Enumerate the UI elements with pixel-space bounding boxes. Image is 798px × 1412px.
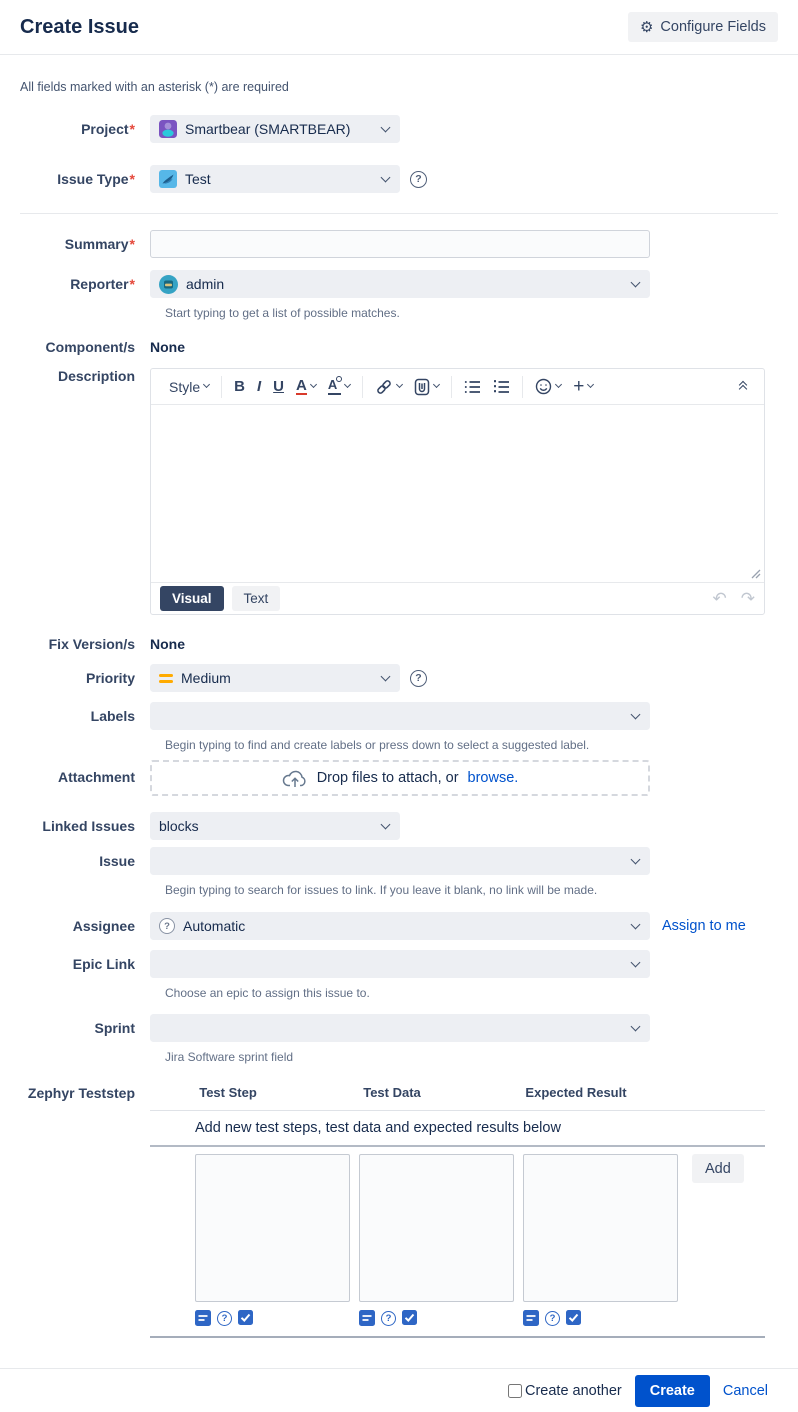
editor-footer bbox=[151, 583, 764, 614]
fix-versions-label: Fix Version/s bbox=[48, 636, 135, 652]
project-value: Smartbear (SMARTBEAR) bbox=[185, 121, 351, 137]
cancel-link[interactable]: Cancel bbox=[722, 1382, 768, 1399]
upload-cloud-icon bbox=[282, 769, 308, 788]
assign-to-me-link[interactable]: Assign to me bbox=[662, 918, 746, 934]
chevron-down-icon bbox=[381, 672, 391, 682]
text-color-button[interactable]: A bbox=[296, 378, 316, 396]
zephyr-bottom-border bbox=[150, 1336, 765, 1338]
editor-toolbar bbox=[151, 369, 764, 405]
checkbox-checked-icon[interactable] bbox=[402, 1310, 418, 1326]
summary-input[interactable] bbox=[150, 230, 650, 258]
chevron-down-icon bbox=[381, 820, 391, 830]
issue-type-help-icon[interactable]: ? bbox=[410, 171, 427, 188]
page-title: Create Issue bbox=[20, 15, 139, 38]
zephyr-input-row bbox=[150, 1154, 765, 1302]
chevron-down-icon bbox=[587, 381, 594, 388]
description-textarea[interactable] bbox=[151, 405, 764, 583]
checkbox-checked-icon[interactable] bbox=[238, 1310, 254, 1326]
chevron-down-icon bbox=[631, 920, 641, 930]
chevron-down-icon bbox=[631, 855, 641, 865]
labels-hint: Begin typing to find and create labels or press down to select a suggested label. bbox=[165, 738, 590, 752]
reporter-select[interactable] bbox=[150, 270, 650, 298]
priority-label: Priority bbox=[85, 670, 135, 686]
assignee-label: Assignee bbox=[72, 918, 135, 934]
priority-medium-icon bbox=[159, 674, 173, 683]
wiki-markup-icon[interactable] bbox=[359, 1310, 375, 1326]
reporter-avatar bbox=[159, 275, 178, 294]
components-row bbox=[0, 339, 798, 356]
visual-tab[interactable]: Visual bbox=[160, 586, 224, 611]
description-label: Description bbox=[57, 368, 135, 384]
drop-files-text: Drop files to attach, or bbox=[316, 770, 459, 786]
priority-select[interactable] bbox=[150, 664, 400, 692]
configure-fields-button[interactable] bbox=[628, 12, 778, 42]
linked-issues-label: Linked Issues bbox=[42, 818, 135, 834]
dialog-header bbox=[0, 0, 798, 55]
insert-more-button[interactable]: + bbox=[573, 376, 593, 398]
required-fields-note: All fields marked with an asterisk (*) are required bbox=[20, 80, 289, 94]
priority-value: Medium bbox=[181, 670, 231, 686]
underline-button[interactable]: U bbox=[273, 378, 284, 395]
description-row bbox=[0, 368, 798, 615]
attachment-label: Attachment bbox=[57, 769, 135, 785]
project-avatar-icon bbox=[159, 120, 177, 138]
epic-link-hint: Choose an epic to assign this issue to. bbox=[165, 986, 370, 1000]
chevron-down-icon bbox=[631, 958, 641, 968]
help-icon[interactable]: ? bbox=[217, 1311, 232, 1326]
help-icon[interactable]: ? bbox=[545, 1311, 560, 1326]
required-asterisk: * bbox=[129, 121, 135, 137]
assignee-select[interactable] bbox=[150, 912, 650, 940]
issue-type-label: Issue Type* bbox=[57, 171, 135, 187]
zephyr-divider bbox=[150, 1145, 765, 1147]
chevron-down-icon bbox=[433, 381, 440, 388]
reporter-row bbox=[0, 270, 798, 298]
attachment-row bbox=[0, 760, 798, 796]
wiki-markup-icon[interactable] bbox=[195, 1310, 211, 1326]
chevron-down-icon bbox=[631, 710, 641, 720]
dialog-footer bbox=[0, 1368, 798, 1412]
zephyr-teststep-table bbox=[150, 1085, 765, 1338]
chevron-down-icon bbox=[310, 381, 317, 388]
chevron-down-icon bbox=[381, 173, 391, 183]
checkbox-checked-icon[interactable] bbox=[566, 1310, 582, 1326]
labels-row bbox=[0, 702, 798, 730]
reporter-hint: Start typing to get a list of possible matches. bbox=[165, 306, 400, 320]
components-label: Component/s bbox=[45, 339, 135, 355]
issue-select[interactable] bbox=[150, 847, 650, 875]
required-asterisk: * bbox=[129, 276, 135, 292]
attachment-dropzone[interactable] bbox=[150, 760, 650, 796]
issue-type-row bbox=[0, 165, 798, 193]
chevron-down-icon bbox=[555, 381, 562, 388]
create-another-option[interactable] bbox=[508, 1383, 622, 1399]
configure-fields-label: Configure Fields bbox=[660, 19, 766, 35]
assignee-row bbox=[0, 912, 798, 940]
project-select[interactable] bbox=[150, 115, 400, 143]
col-test-data: Test Data bbox=[363, 1085, 421, 1100]
sprint-row bbox=[0, 1014, 798, 1042]
summary-label: Summary* bbox=[64, 236, 135, 252]
zephyr-teststep-row bbox=[0, 1085, 798, 1338]
labels-select[interactable] bbox=[150, 702, 650, 730]
priority-help-icon[interactable]: ? bbox=[410, 670, 427, 687]
summary-row bbox=[0, 230, 798, 258]
zephyr-banner: Add new test steps, test data and expected results below bbox=[195, 1120, 561, 1136]
sprint-select[interactable] bbox=[150, 1014, 650, 1042]
chevron-down-icon bbox=[396, 381, 403, 388]
fix-versions-row bbox=[0, 636, 798, 653]
italic-button[interactable]: I bbox=[256, 378, 262, 395]
chevron-down-icon bbox=[344, 381, 351, 388]
zephyr-teststep-label: Zephyr Teststep bbox=[27, 1085, 135, 1101]
sprint-label: Sprint bbox=[94, 1020, 135, 1036]
issue-row bbox=[0, 847, 798, 875]
browse-link[interactable]: browse. bbox=[467, 770, 519, 786]
test-issue-type-icon bbox=[159, 170, 177, 188]
undo-icon[interactable]: ↶ bbox=[712, 588, 727, 608]
priority-row bbox=[0, 664, 798, 692]
required-asterisk: * bbox=[129, 171, 135, 187]
labels-label: Labels bbox=[90, 708, 135, 724]
test-data-textarea[interactable] bbox=[359, 1154, 514, 1302]
linked-issues-select[interactable] bbox=[150, 812, 400, 840]
wiki-markup-icon[interactable] bbox=[523, 1310, 539, 1326]
test-step-textarea[interactable] bbox=[195, 1154, 350, 1302]
expected-result-textarea[interactable] bbox=[523, 1154, 678, 1302]
text-format-button[interactable]: A bbox=[328, 378, 350, 394]
bold-button[interactable]: B bbox=[234, 378, 245, 395]
chevron-down-icon bbox=[381, 123, 391, 133]
style-dropdown[interactable]: Style bbox=[169, 379, 209, 395]
chevron-down-icon bbox=[203, 381, 210, 388]
sprint-hint: Jira Software sprint field bbox=[165, 1050, 294, 1064]
attach-button[interactable] bbox=[414, 378, 439, 396]
link-button[interactable] bbox=[375, 378, 402, 396]
zephyr-icons-row bbox=[150, 1310, 765, 1326]
text-tab[interactable]: Text bbox=[232, 586, 281, 611]
numbered-list-button[interactable] bbox=[493, 380, 510, 394]
chevron-down-icon bbox=[631, 1022, 641, 1032]
linked-issues-value: blocks bbox=[159, 818, 199, 834]
col-test-step: Test Step bbox=[199, 1085, 257, 1100]
redo-icon[interactable]: ↷ bbox=[740, 588, 755, 608]
zephyr-table-header bbox=[150, 1085, 765, 1101]
automatic-assignee-icon: ? bbox=[159, 918, 175, 934]
create-button[interactable]: Create bbox=[635, 1375, 710, 1407]
chevron-down-icon bbox=[631, 278, 641, 288]
description-editor bbox=[150, 368, 765, 615]
project-label: Project* bbox=[81, 121, 135, 137]
issue-type-select[interactable] bbox=[150, 165, 400, 193]
epic-link-label: Epic Link bbox=[72, 956, 135, 972]
fix-versions-value: None bbox=[150, 636, 185, 652]
linked-issues-row bbox=[0, 812, 798, 840]
assignee-value: Automatic bbox=[183, 918, 246, 934]
add-test-step-button[interactable]: Add bbox=[692, 1154, 744, 1183]
collapse-toolbar-icon[interactable] bbox=[740, 382, 746, 392]
epic-link-select[interactable] bbox=[150, 950, 650, 978]
issue-type-value: Test bbox=[185, 171, 211, 187]
section-divider bbox=[20, 213, 778, 214]
resize-handle-icon[interactable] bbox=[751, 569, 761, 579]
reporter-label: Reporter* bbox=[70, 276, 135, 292]
project-row bbox=[0, 115, 798, 143]
issue-label: Issue bbox=[99, 853, 135, 869]
components-value: None bbox=[150, 339, 185, 355]
required-asterisk: * bbox=[129, 236, 135, 252]
epic-link-row bbox=[0, 950, 798, 978]
col-expected-result: Expected Result bbox=[525, 1085, 627, 1100]
reporter-value: admin bbox=[186, 276, 225, 292]
create-another-checkbox[interactable] bbox=[508, 1384, 522, 1398]
bullet-list-button[interactable] bbox=[464, 380, 481, 394]
issue-hint: Begin typing to search for issues to link. If you leave it blank, no link will be made. bbox=[165, 883, 598, 897]
gear-icon: ⚙ bbox=[639, 18, 654, 36]
create-another-label: Create another bbox=[524, 1382, 622, 1399]
emoji-button[interactable] bbox=[535, 378, 561, 395]
help-icon[interactable]: ? bbox=[381, 1311, 396, 1326]
